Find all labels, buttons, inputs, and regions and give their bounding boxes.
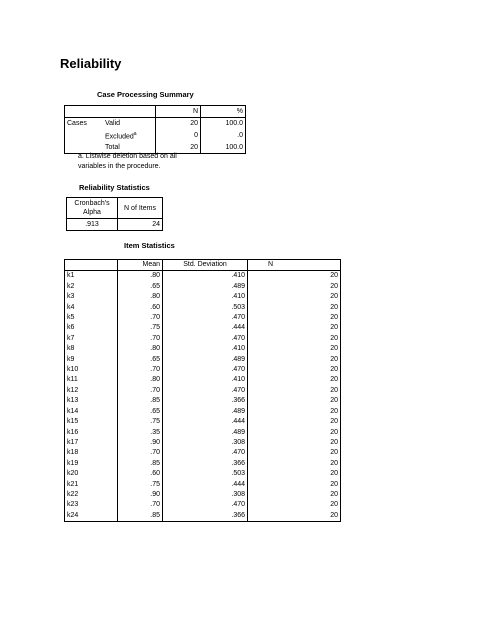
col-alpha-header: [67, 198, 118, 219]
cell-mean: .80: [150, 293, 160, 301]
case-summary-title: Case Processing Summary: [97, 90, 194, 99]
table-header-row: [65, 106, 246, 118]
header-blank: [103, 106, 156, 118]
case-summary-table: [64, 105, 246, 154]
row-label: Total: [103, 142, 156, 154]
cell-mean: .75: [150, 324, 160, 332]
cell-pct: 100.0: [201, 142, 246, 154]
cell-sd: .489: [163, 428, 248, 438]
cell-mean: .65: [150, 282, 160, 290]
cell-sd: .470: [163, 365, 248, 375]
row-label: k13: [65, 396, 118, 406]
table-row: [65, 344, 341, 354]
cell-n: 20: [248, 469, 341, 479]
cell-n: 20: [248, 459, 341, 469]
table-row: [65, 375, 341, 385]
col-items-header: N of Items: [118, 198, 163, 219]
cell-mean: .80: [150, 345, 160, 353]
footnote-marker: a: [133, 131, 137, 137]
row-label: k22: [65, 490, 118, 500]
cell-n: 20: [248, 417, 341, 427]
cell-sd: .489: [163, 282, 248, 292]
row-label: k14: [65, 407, 118, 417]
cell-mean: .70: [150, 501, 160, 509]
table-row: [65, 129, 246, 142]
page-title: Reliability: [60, 56, 122, 71]
table-row: [65, 500, 341, 510]
table-row: [65, 282, 341, 292]
cell-n: 20: [156, 142, 201, 154]
row-label: k24: [65, 511, 118, 522]
item-stats-table: [64, 259, 341, 522]
row-label: k5: [65, 313, 118, 323]
cell-sd: .308: [163, 438, 248, 448]
cell-sd: .410: [163, 292, 248, 302]
col-sd-header: Std. Deviation: [163, 260, 248, 271]
row-label: k4: [65, 303, 118, 313]
table-row: [65, 118, 246, 130]
row-label: k17: [65, 438, 118, 448]
cell-mean: .85: [150, 459, 160, 467]
cell-n: 20: [248, 500, 341, 510]
table-row: [67, 219, 163, 231]
row-label: k2: [65, 282, 118, 292]
cell-n: 20: [248, 511, 341, 522]
item-stats-title: Item Statistics: [124, 241, 175, 250]
cell-mean: .60: [150, 303, 160, 311]
n-items-value: 24: [118, 219, 163, 231]
table-row: [65, 355, 341, 365]
row-label: k8: [65, 344, 118, 354]
row-label: k7: [65, 334, 118, 344]
table-row: [65, 448, 341, 458]
table-row: [65, 417, 341, 427]
cell-pct: .0: [201, 129, 246, 142]
row-label-text: Excluded: [105, 133, 134, 141]
cell-mean: .70: [150, 334, 160, 342]
cell-mean: .75: [150, 480, 160, 488]
cell-n: 0: [156, 129, 201, 142]
row-label: k21: [65, 480, 118, 490]
col-alpha-header-line1: Cronbach's: [74, 200, 110, 207]
cell-n: 20: [248, 313, 341, 323]
cell-mean: .70: [150, 386, 160, 394]
cell-sd: .444: [163, 480, 248, 490]
cell-n: 20: [248, 490, 341, 500]
cell-n: 20: [156, 118, 201, 130]
table-row: [65, 490, 341, 500]
cell-sd: .470: [163, 386, 248, 396]
table-row: [65, 386, 341, 396]
table-row: [65, 396, 341, 406]
cell-n: 20: [248, 303, 341, 313]
table-row: [65, 511, 341, 522]
row-label: k19: [65, 459, 118, 469]
group-blank: [65, 129, 104, 142]
row-label: Valid: [105, 120, 121, 127]
cell-n: 20: [248, 438, 341, 448]
table-row: [65, 313, 341, 323]
cell-sd: .489: [163, 355, 248, 365]
cell-n: 20: [248, 407, 341, 417]
cell-mean: .60: [150, 470, 160, 478]
footnote: a. Listwise deletion based on all variables in the procedure.: [78, 153, 177, 170]
table-row: [65, 292, 341, 302]
row-label: k3: [65, 292, 118, 302]
cell-mean: .70: [150, 314, 160, 322]
row-label: k23: [65, 500, 118, 510]
cell-mean: .70: [150, 366, 160, 374]
col-mean-header: Mean: [118, 260, 163, 271]
cell-sd: .308: [163, 490, 248, 500]
cell-mean: .85: [118, 511, 163, 522]
cell-mean: .70: [150, 449, 160, 457]
row-label: k1: [65, 271, 118, 282]
cell-n: 20: [248, 292, 341, 302]
cell-sd: .444: [163, 323, 248, 333]
cell-n: 20: [248, 271, 341, 282]
cell-mean: .65: [150, 407, 160, 415]
header-blank: [65, 260, 118, 271]
cell-n: 20: [248, 355, 341, 365]
cell-n: 20: [248, 386, 341, 396]
cell-mean: .80: [150, 376, 160, 384]
col-n-header: N: [156, 106, 201, 118]
table-row: [65, 480, 341, 490]
header-blank: [65, 106, 104, 118]
cell-sd: .444: [163, 417, 248, 427]
cell-sd: .470: [163, 500, 248, 510]
cell-sd: .503: [163, 303, 248, 313]
group-label: Cases: [65, 118, 104, 130]
row-label: k18: [65, 448, 118, 458]
table-row: [65, 407, 341, 417]
row-label: k16: [65, 428, 118, 438]
col-alpha-header-line2: Alpha: [83, 209, 101, 216]
cell-sd: .503: [163, 469, 248, 479]
table-header-row: [65, 260, 341, 271]
cell-n: 20: [248, 365, 341, 375]
alpha-value: .913: [67, 219, 118, 231]
table-row: [65, 469, 341, 479]
cell-sd: .366: [163, 396, 248, 406]
cell-sd: .366: [163, 511, 248, 522]
row-label: k12: [65, 386, 118, 396]
cell-mean: .65: [150, 355, 160, 363]
col-n-header: N: [248, 260, 341, 271]
table-row: [65, 271, 341, 282]
reliability-table: [66, 197, 163, 231]
cell-n: 20: [248, 282, 341, 292]
row-label: k6: [65, 323, 118, 333]
row-label: k11: [65, 375, 118, 385]
cell-sd: .470: [163, 334, 248, 344]
cell-n: 20: [248, 428, 341, 438]
cell-mean: .75: [150, 418, 160, 426]
cell-pct: 100.0: [201, 118, 246, 130]
cell-mean: .35: [150, 428, 160, 436]
cell-n: 20: [248, 323, 341, 333]
row-label: k10: [65, 365, 118, 375]
cell-sd: .489: [163, 407, 248, 417]
table-row: [65, 334, 341, 344]
cell-n: 20: [248, 396, 341, 406]
table-row: [65, 323, 341, 333]
cell-mean: .85: [150, 397, 160, 405]
table-row: [65, 365, 341, 375]
cell-sd: .410: [163, 375, 248, 385]
row-label: [103, 129, 156, 142]
cell-mean: .90: [150, 438, 160, 446]
col-pct-header: %: [201, 106, 246, 118]
cell-n: 20: [248, 334, 341, 344]
cell-sd: .470: [163, 448, 248, 458]
table-row: [65, 428, 341, 438]
table-header-row: [67, 198, 163, 219]
table-row: [65, 438, 341, 448]
cell-sd: .366: [163, 459, 248, 469]
cell-sd: .410: [163, 271, 248, 282]
table-row: [65, 303, 341, 313]
cell-mean: .80: [150, 272, 160, 280]
cell-n: 20: [248, 480, 341, 490]
cell-sd: .470: [163, 313, 248, 323]
cell-n: 20: [248, 344, 341, 354]
reliability-title: Reliability Statistics: [79, 183, 150, 192]
row-label: k9: [65, 355, 118, 365]
row-label: k15: [65, 417, 118, 427]
cell-n: 20: [248, 375, 341, 385]
row-label: k20: [65, 469, 118, 479]
cell-n: 20: [248, 448, 341, 458]
table-row: [65, 459, 341, 469]
cell-sd: .410: [163, 344, 248, 354]
cell-mean: .90: [150, 490, 160, 498]
